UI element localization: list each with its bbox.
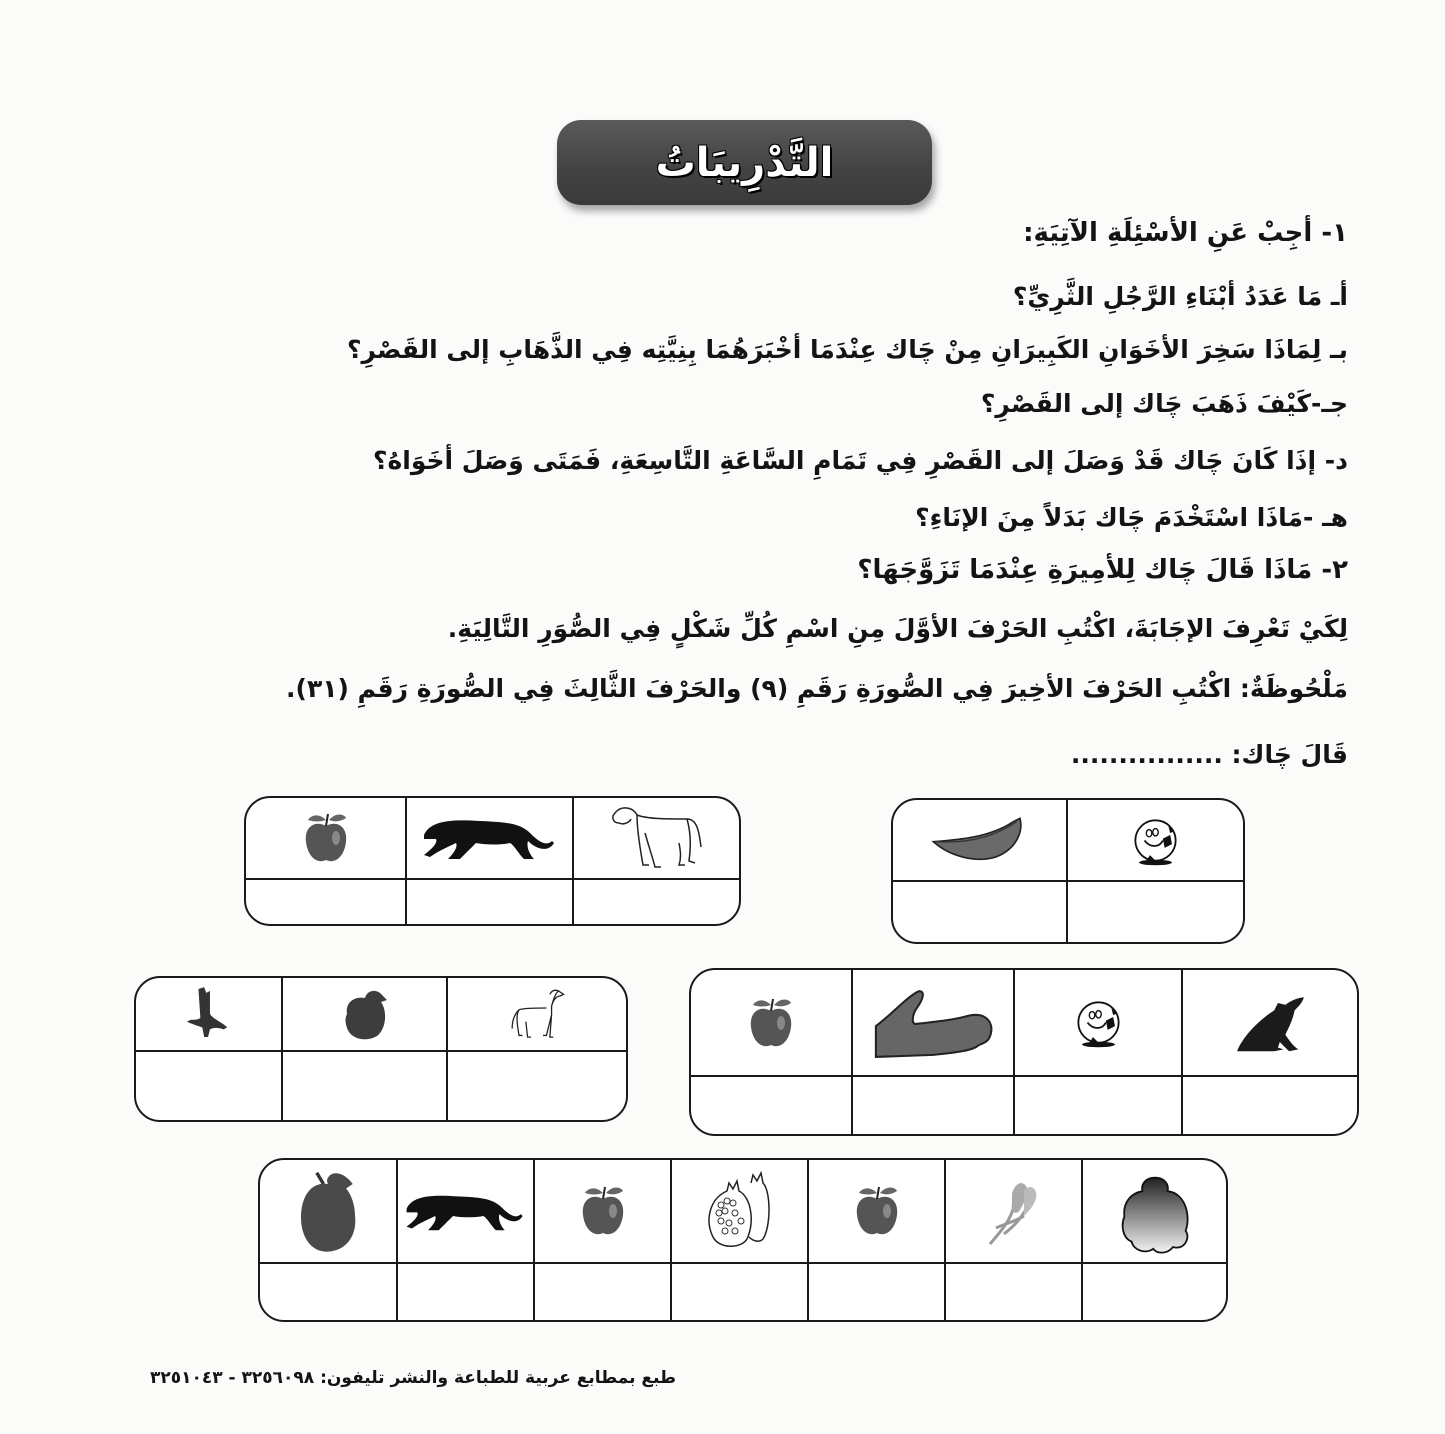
instruction-text: لِكَيْ تَعْرِفَ الإجَابَةَ، اكْتُبِ الحَرْفَ الأوَّلَ مِنِ اسْمِ كُلِّ شَكْلٍ فِي الصُّوَرِ التَّالِيَةِ.: [447, 614, 1348, 643]
panther-icon: [403, 1189, 528, 1234]
note-text: مَلْحُوظَةٌ: اكْتُبِ الحَرْفَ الأخِيرَ فِي الصُّورَةِ رَقَمِ (٩) والحَرْفَ الثَّالِثَ فِي الصُّورَةِ رَقَمِ (٣١).: [286, 674, 1348, 703]
question-1c: جـ-كَيْفَ ذَهَبَ چَاك إلى القَصْرِ؟: [980, 389, 1348, 418]
apple-icon: [847, 1180, 907, 1242]
eagle-icon: [185, 984, 233, 1044]
picture-cell: [672, 1160, 809, 1264]
question-1-heading: ١- أجِبْ عَنِ الأسْئِلَةِ الآتِيَةِ:: [1023, 218, 1348, 248]
puzzle-grid-row2-right: [689, 968, 1359, 1136]
puzzle-grid-row1-left: [244, 796, 741, 926]
picture-cell: [946, 1160, 1083, 1264]
answer-cell[interactable]: [1015, 1077, 1183, 1134]
answer-cell[interactable]: [691, 1077, 853, 1134]
puzzle-grid-row2-left: [134, 976, 628, 1122]
herb-icon: [984, 1176, 1044, 1246]
panther-icon: [420, 813, 560, 863]
printer-footer: طبع بمطابع عربية للطباعة والنشر تليفون: ٣٢٥٦٠٩٨ - ٣٢٥١٠٤٣: [150, 1368, 676, 1388]
answer-cell[interactable]: [1068, 882, 1243, 942]
question-1b: بـ لِمَاذَا سَخِرَ الأخَوَانِ الكَبِيرَانِ مِنْ چَاك عِنْدَمَا أخْبَرَهُمَا بِنِيَّتِه فِي الذَّهَابِ إلى القَصْرِ؟: [347, 335, 1348, 364]
dog-icon: [607, 803, 707, 873]
picture-cell: [407, 798, 574, 880]
question-1d: د- إذَا كَانَ چَاك قَدْ وَصَلَ إلى القَصْرِ فِي تَمَامِ السَّاعَةِ التَّاسِعَةِ، فَمَتَى وَصَلَ أخَوَاهُ؟: [373, 446, 1348, 475]
picture-cell: [1015, 970, 1183, 1077]
picture-cell: [853, 970, 1015, 1077]
quince-icon: [293, 1166, 363, 1256]
picture-cell: [448, 978, 626, 1052]
answer-cell[interactable]: [574, 880, 739, 924]
answer-cell[interactable]: [1083, 1264, 1226, 1320]
answer-prompt[interactable]: قَالَ چَاك: ................: [1070, 740, 1348, 769]
wolf-icon: [1233, 990, 1308, 1055]
hand-icon: [871, 987, 996, 1059]
question-1e: هـ -مَاذَا اسْتَخْدَمَ چَاك بَدَلاً مِنَ الإنَاءِ؟: [915, 503, 1348, 532]
football-icon: [1071, 995, 1126, 1050]
apple-icon: [573, 1180, 633, 1242]
pomegranate-icon: [705, 1171, 775, 1251]
answer-cell[interactable]: [246, 880, 407, 924]
picture-cell: [574, 798, 739, 880]
answer-cell[interactable]: [448, 1052, 626, 1120]
picture-cell: [1068, 800, 1243, 882]
answer-cell[interactable]: [809, 1264, 946, 1320]
puzzle-grid-row3: [258, 1158, 1228, 1322]
cloud-icon: [1119, 1163, 1191, 1259]
apple-icon: [741, 993, 801, 1053]
football-icon: [1128, 813, 1183, 868]
picture-cell: [1183, 970, 1357, 1077]
answer-cell[interactable]: [407, 880, 574, 924]
picture-cell: [893, 800, 1068, 882]
picture-cell: [136, 978, 283, 1052]
picture-cell: [398, 1160, 535, 1264]
apple-icon: [296, 808, 356, 868]
puzzle-grid-row1-right: [891, 798, 1245, 944]
answer-cell[interactable]: [260, 1264, 398, 1320]
answer-cell[interactable]: [672, 1264, 809, 1320]
picture-cell: [246, 798, 407, 880]
picture-cell: [691, 970, 853, 1077]
answer-cell[interactable]: [893, 882, 1068, 942]
question-1a: أـ مَا عَدَدُ أبْنَاءِ الرَّجُلِ الثَّرِيِّ؟: [1012, 282, 1348, 311]
answer-cell[interactable]: [853, 1077, 1015, 1134]
answer-cell[interactable]: [1183, 1077, 1357, 1134]
section-title-banner: [557, 120, 932, 205]
answer-cell[interactable]: [283, 1052, 448, 1120]
picture-cell: [535, 1160, 672, 1264]
section-title: التَّدْرِيبَاتُ: [655, 139, 834, 186]
answer-cell[interactable]: [535, 1264, 672, 1320]
picture-cell: [809, 1160, 946, 1264]
banana-icon: [930, 815, 1030, 865]
picture-cell: [283, 978, 448, 1052]
question-2-heading: ٢- مَاذَا قَالَ چَاك لِلأمِيرَةِ عِنْدَمَا تَزَوَّجَهَا؟: [857, 555, 1348, 585]
picture-cell: [1083, 1160, 1226, 1264]
horse-icon: [507, 984, 567, 1044]
picture-cell: [260, 1160, 398, 1264]
answer-cell[interactable]: [136, 1052, 283, 1120]
answer-cell[interactable]: [946, 1264, 1083, 1320]
apple-icon: [335, 984, 395, 1044]
answer-cell[interactable]: [398, 1264, 535, 1320]
